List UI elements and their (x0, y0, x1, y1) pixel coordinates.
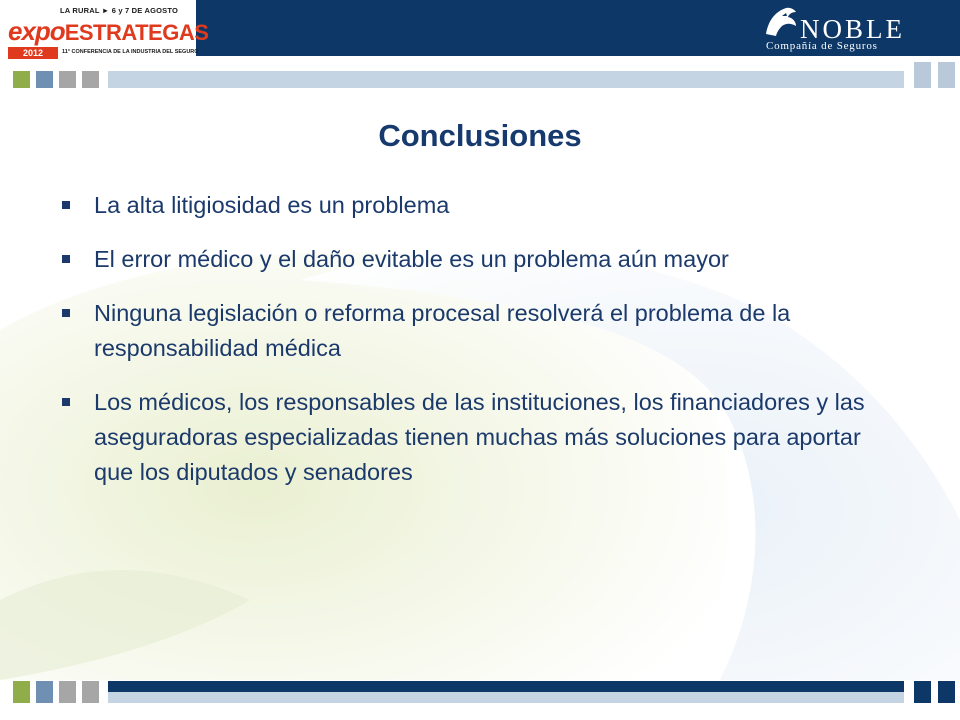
green-square (13, 681, 30, 703)
bullet-item (62, 385, 902, 490)
bullet-item (62, 242, 902, 277)
bullet-square-icon (62, 201, 70, 209)
bullet-square-icon (62, 398, 70, 406)
gray-square (59, 71, 76, 88)
green-square (13, 71, 30, 88)
event-logo-wordmark (8, 18, 208, 44)
expoestrategas-logo (0, 0, 209, 64)
gray-square (82, 71, 99, 88)
bullet-text: La alta litigiosidad es un problema (94, 192, 450, 218)
gray-square (59, 681, 76, 703)
bullet-square-icon (62, 255, 70, 263)
bullet-item (62, 296, 902, 366)
company-subtitle: Compañía de Seguros (766, 40, 878, 52)
event-logo-expo: expo (8, 16, 65, 46)
noble-horse-icon (762, 4, 800, 40)
header-accent-bar (108, 71, 904, 88)
event-date-line: LA RURAL ► 6 y 7 DE AGOSTO (60, 6, 179, 15)
company-name: NOBLE (800, 14, 905, 44)
event-year-badge: 2012 (8, 47, 58, 59)
footer-light-bar (108, 692, 904, 703)
footer-end-block (914, 681, 931, 703)
bullet-list (62, 188, 902, 509)
slide-title: Conclusiones (378, 118, 582, 153)
footer-navy-bar (108, 681, 904, 692)
bullet-text: Ninguna legislación o reforma procesal resolverá el problema de la responsabilidad médica (94, 300, 791, 361)
event-logo-estrategas: ESTRATEGAS (64, 20, 209, 45)
bullet-text: El error médico y el daño evitable es un problema aún mayor (94, 246, 729, 272)
gray-square (82, 681, 99, 703)
header-end-block (938, 62, 955, 88)
event-subtitle: 11° CONFERENCIA DE LA INDUSTRIA DEL SEGURO (62, 49, 199, 55)
blue-square (36, 681, 53, 703)
header-end-block (914, 62, 931, 88)
footer-end-block (938, 681, 955, 703)
bullet-text: Los médicos, los responsables de las instituciones, los financiadores y las aseguradoras especializadas tienen muchas más soluciones para aportar que los diputados y senadores (94, 389, 865, 485)
blue-square (36, 71, 53, 88)
bullet-item (62, 188, 902, 223)
bullet-square-icon (62, 309, 70, 317)
